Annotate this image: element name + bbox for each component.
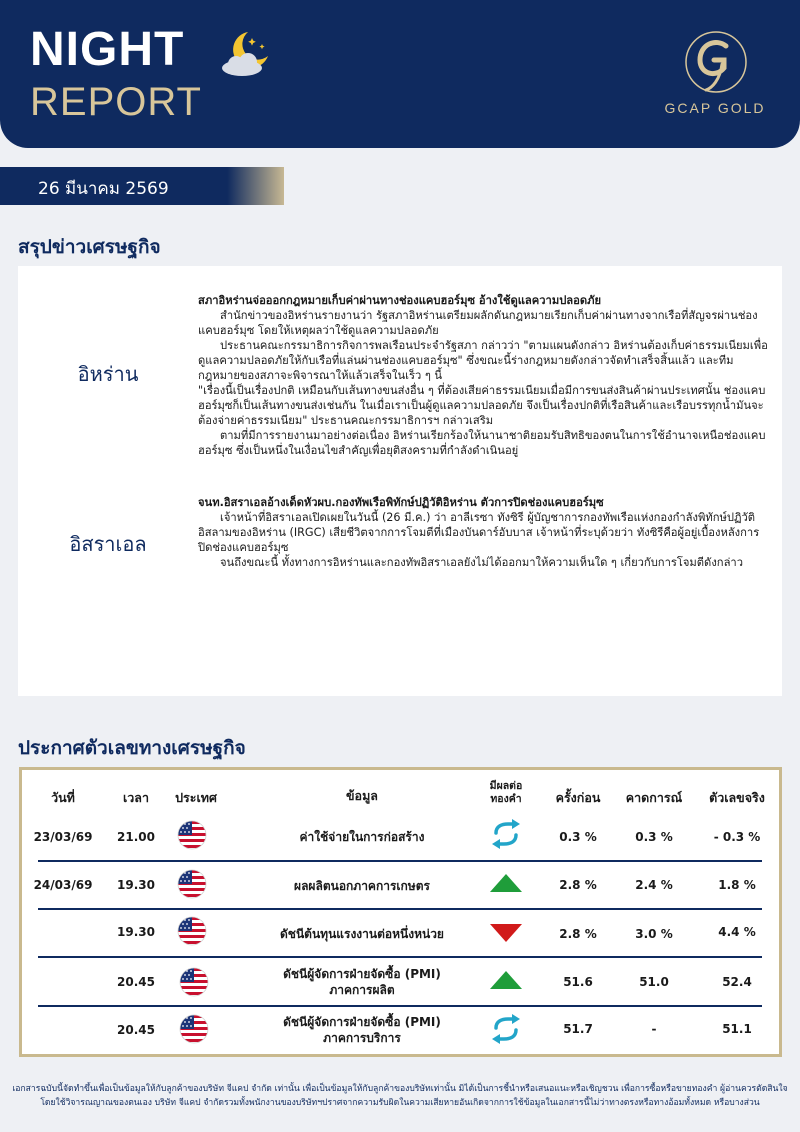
header-item: ข้อมูล <box>346 788 378 803</box>
header-previous: ครั้งก่อน <box>555 790 601 805</box>
row-previous: 2.8 % <box>559 927 597 941</box>
row-forecast: 3.0 % <box>635 927 673 941</box>
row-time: 20.45 <box>117 975 155 989</box>
row-item-line2: ภาคการผลิต <box>329 983 395 997</box>
row-previous: 51.6 <box>563 975 593 989</box>
moon-cloud-icon <box>218 28 272 78</box>
row-previous: 51.7 <box>563 1022 593 1036</box>
row-actual: - 0.3 % <box>713 830 761 844</box>
news-section-title: สรุปข่าวเศรษฐกิจ <box>18 236 161 258</box>
row-forecast: 51.0 <box>639 975 669 989</box>
title-night: NIGHT <box>30 23 185 76</box>
row-item: ค่าใช้จ่ายในการก่อสร้าง <box>299 830 425 844</box>
us-flag-icon <box>177 869 207 899</box>
row-divider <box>38 1005 762 1007</box>
row-divider <box>38 860 762 862</box>
news-paragraph: เจ้าหน้าที่อิสราเอลเปิดเผยในวันนี้ (26 มี.ค.) ว่า อาลีเรซา ทังซิรี ผู้บัญชาการกองทัพเรือแห่งกองกำลังพิทักษ์ปฏิวัติอิสลามของอิหร่าน (IRGC) เสียชีวิตจากการโจมตีที่เมืองบันดาร์อับบาส เจ้าหน้าที่ระบุด้วยว่า ทังซิรีคือผู้อยู่เบื้องหลังการปิดช่องแคบฮอร์มุซ <box>198 511 760 554</box>
disclaimer-text: เอกสารฉบับนี้จัดทำขึ้นเพื่อเป็นข้อมูลให้กับลูกค้าของบริษัท จีแคป จำกัด เท่านั้น เพื่อเป็นข้อมูลให้กับลูกค้าของบริษัทเท่านั้น มิได้เป็นการชี้นำหรือเสนอแนะหรือเชิญชวน เพื่อการซื้อหรือขายทองคำ ผู้อ่านควรตัดสินใจโดยใช้วิจารณญาณของตนเอง บริษัท จีแคป จำกัดรวมทั้งพนักงานของบริษัทฯปราศจากความรับผิดในความเสียหายอันเกิดจากการใช้ข้อมูลในเอกสารนี้ไม่ว่าทางตรงหรือทางอ้อมทั้งหมด หรือบางส่วน <box>12 1084 788 1108</box>
row-time: 19.30 <box>117 878 155 892</box>
header-impact: มีผลต่อทองคำ <box>489 780 523 805</box>
neutral-refresh-icon <box>488 1014 524 1044</box>
row-forecast: 0.3 % <box>635 830 673 844</box>
news-headline: จนท.อิสราเอลอ้างเด็ดหัวผบ.กองทัพเรือพิทักษ์ปฏิวัติอิหร่าน ตัวการปิดช่องแคบฮอร์มุซ <box>198 496 604 509</box>
header-time: เวลา <box>123 790 149 805</box>
news-panel <box>18 266 782 696</box>
news-article <box>198 293 770 458</box>
row-actual: 1.8 % <box>718 878 756 892</box>
row-time: 20.45 <box>117 1023 155 1037</box>
news-paragraph: สำนักข่าวของอิหร่านรายงานว่า รัฐสภาอิหร่านเตรียมผลักดันกฎหมายเรียกเก็บค่าผ่านทางจากเรือที่สัญจรผ่านช่องแคบฮอร์มุซ โดยให้เหตุผลว่าใช้ดูแลความปลอดภัย <box>198 309 758 337</box>
title-report: REPORT <box>30 80 202 124</box>
date-bar <box>0 167 284 205</box>
news-headline: สภาอิหร่านจ่อออกกฎหมายเก็บค่าผ่านทางช่องแคบฮอร์มุซ อ้างใช้ดูแลความปลอดภัย <box>198 294 602 307</box>
us-flag-icon <box>179 967 209 997</box>
gcap-logo-icon <box>676 28 756 96</box>
row-item-line1: ดัชนีผู้จัดการฝ่ายจัดซื้อ (PMI) <box>283 967 441 981</box>
news-article <box>198 495 770 570</box>
neutral-refresh-icon <box>488 819 524 849</box>
header-country: ประเทศ <box>175 790 217 805</box>
row-item <box>247 966 477 998</box>
report-header <box>0 0 800 148</box>
row-item: ดัชนีต้นทุนแรงงานต่อหนึ่งหน่วย <box>280 927 444 941</box>
news-paragraph: ตามที่มีการรายงานมาอย่างต่อเนื่อง อิหร่านเรียกร้องให้นานาชาติยอมรับสิทธิของตนในการใช้อำนาจเหนือช่องแคบฮอร์มุซ ซึ่งเป็นหนึ่งในเงื่อนไขสำคัญเพื่อยุติสงครามที่กำลังดำเนินอยู่ <box>198 429 766 457</box>
news-paragraph: จนถึงขณะนี้ ทั้งทางการอิหร่านและกองทัพอิสราเอลยังไม่ได้ออกมาให้ความเห็นใด ๆ เกี่ยวกับการโจมตีดังกล่าว <box>220 556 743 569</box>
row-forecast: 2.4 % <box>635 878 673 892</box>
header-date: วันที่ <box>51 790 75 805</box>
report-date: 26 มีนาคม 2569 <box>38 179 169 199</box>
news-paragraph: "เรื่องนี้เป็นเรื่องปกติ เหมือนกับเส้นทางขนส่งอื่น ๆ ที่ต้องเสียค่าธรรมเนียมเมื่อมีการขนส่งสินค้าผ่านประเทศนั้น ช่องแคบฮอร์มุซก็เป็นเส้นทางขนส่งเช่นกัน ในเมื่อเราเป็นผู้ดูแลความปลอดภัย จึงเป็นเรื่องปกติที่เรือสินค้าและเรือบรรทุกน้ำมันจะต้องจ่ายค่าธรรมเนียม" ประธานคณะกรรมาธิการฯ กล่าวเสริม <box>198 384 766 427</box>
up-triangle-icon <box>488 870 524 900</box>
us-flag-icon <box>177 916 207 946</box>
brand-name: GCAP GOLD <box>664 100 766 116</box>
row-date: 24/03/69 <box>33 878 93 892</box>
row-divider <box>38 908 762 910</box>
row-date: 23/03/69 <box>33 830 93 844</box>
country-label-iran: อิหร่าน <box>77 362 139 386</box>
row-divider <box>38 956 762 958</box>
news-paragraph: ประธานคณะกรรมาธิการกิจการพลเรือนประจำรัฐสภา กล่าวว่า "ตามแผนดังกล่าว อิหร่านต้องเก็บค่าธรรมเนียมเพื่อดูแลความปลอดภัยให้กับเรือที่แล่นผ่านช่องแคบฮอร์มุซ" ซึ่งขณะนี้ร่างกฎหมายดังกล่าวจัดทำเสร็จสิ้นแล้ว และทีมกฎหมายของสภาจะพิจารณาให้แล้วเสร็จในเร็ว ๆ นี้ <box>198 339 768 382</box>
country-label-israel: อิสราเอล <box>69 532 147 556</box>
header-forecast: คาดการณ์ <box>625 790 683 805</box>
row-item <box>247 1014 477 1046</box>
row-previous: 0.3 % <box>559 830 597 844</box>
up-triangle-icon <box>488 967 524 997</box>
row-actual: 4.4 % <box>718 925 756 939</box>
us-flag-icon <box>177 820 207 850</box>
header-actual: ตัวเลขจริง <box>709 790 765 805</box>
us-flag-icon <box>179 1014 209 1044</box>
row-item: ผลผลิตนอกภาคการเกษตร <box>294 879 430 893</box>
row-time: 21.00 <box>117 830 155 844</box>
economic-calendar-table <box>19 767 782 1057</box>
row-time: 19.30 <box>117 925 155 939</box>
row-item-line1: ดัชนีผู้จัดการฝ่ายจัดซื้อ (PMI) <box>283 1015 441 1029</box>
calendar-section-title: ประกาศตัวเลขทางเศรษฐกิจ <box>18 737 246 759</box>
row-previous: 2.8 % <box>559 878 597 892</box>
row-actual: 52.4 <box>722 975 752 989</box>
row-actual: 51.1 <box>722 1022 752 1036</box>
row-item-line2: ภาคการบริการ <box>323 1031 401 1045</box>
down-triangle-icon <box>488 918 524 948</box>
row-forecast: - <box>651 1022 657 1036</box>
